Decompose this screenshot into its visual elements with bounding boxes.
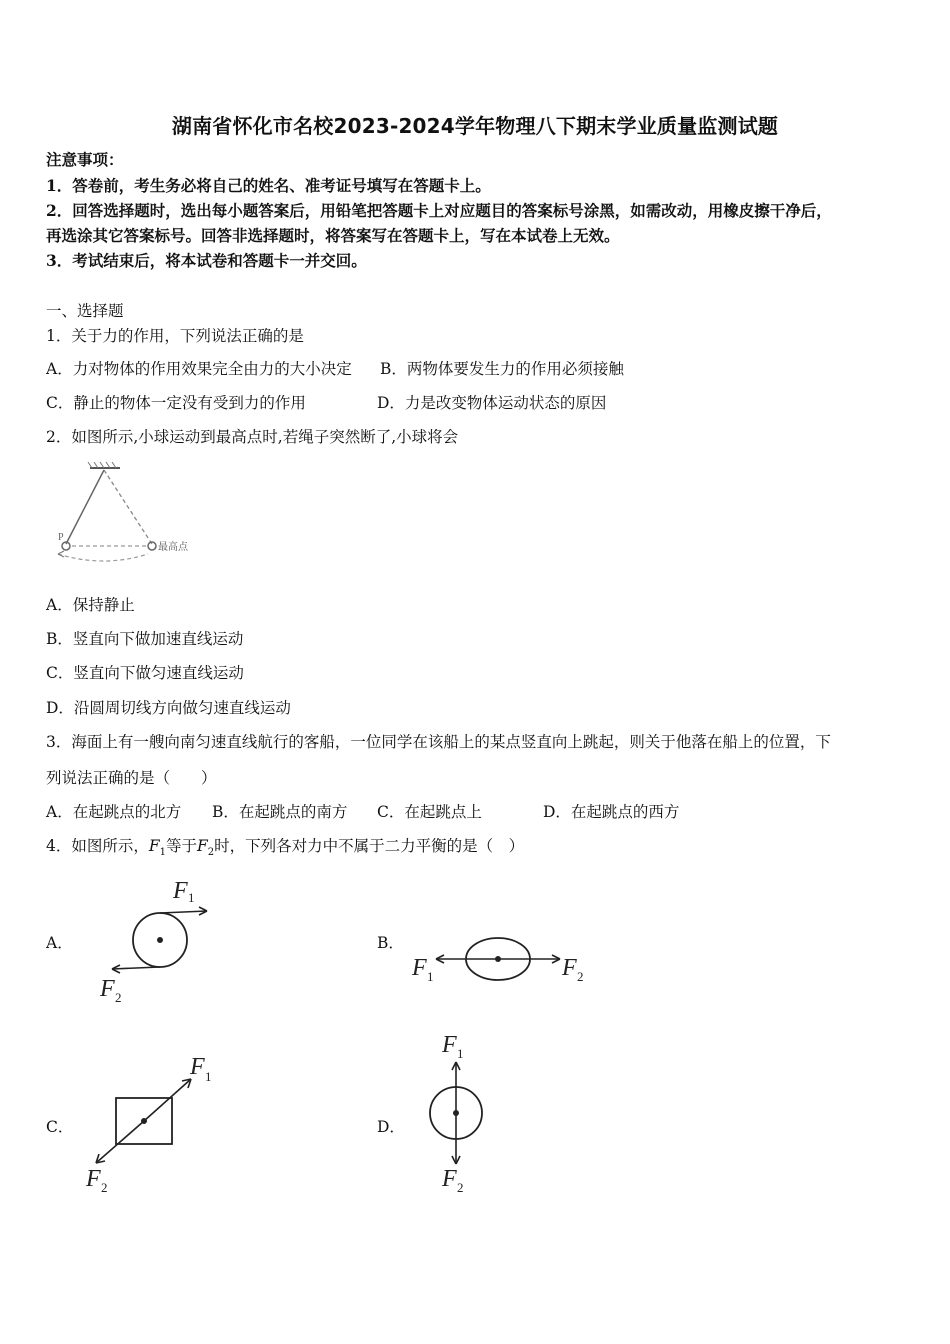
q2-option-a: A．保持静止	[46, 596, 135, 614]
svg-text:1: 1	[188, 890, 195, 905]
q2-option-b: B．竖直向下做加速直线运动	[46, 630, 244, 648]
notice-item-2-cont: 再选涂其它答案标号。回答非选择题时，将答案写在答题卡上，写在本试卷上无效。	[46, 226, 620, 245]
notice-item-2: 2．回答选择题时，选出每小题答案后，用铅笔把答题卡上对应题目的答案标号涂黑，如需改动，用橡皮擦干净后，	[46, 201, 832, 220]
q1-option-b: B．两物体要发生力的作用必须接触	[380, 360, 624, 378]
svg-text:2: 2	[101, 1180, 108, 1195]
q3-option-b: B．在起跳点的南方	[212, 803, 348, 821]
force-figure-b	[410, 925, 590, 995]
pendulum-label-p: P	[58, 532, 64, 543]
q3-option-c: C．在起跳点上	[377, 803, 482, 821]
figure-c-f1-label: F	[190, 1054, 205, 1080]
q1-option-d: D．力是改变物体运动状态的原因	[377, 394, 607, 412]
svg-text:1: 1	[205, 1069, 212, 1084]
notice-heading: 注意事项：	[46, 150, 124, 169]
svg-text:2: 2	[115, 990, 122, 1005]
page-title: 湖南省怀化市名校2023-2024学年物理八下期末学业质量监测试题	[171, 114, 779, 138]
figure-a-f1-label: F	[173, 878, 188, 904]
figure-d-f1-label: F	[442, 1032, 457, 1058]
q3-stem-line1: 3．海面上有一艘向南匀速直线航行的客船，一位同学在该船上的某点竖直向上跳起，则关于他落在船上的位置，下	[46, 733, 831, 751]
pendulum-label-top: 最高点	[158, 542, 188, 553]
q1-option-a: A．力对物体的作用效果完全由力的大小决定	[46, 360, 352, 378]
force-figure-d	[420, 1028, 500, 1198]
q4-option-b-label: B．	[377, 934, 404, 952]
force-figure-a	[95, 870, 225, 1015]
figure-b-f2-label: F	[562, 955, 577, 981]
svg-text:2: 2	[457, 1180, 464, 1195]
svg-text:1: 1	[457, 1046, 464, 1061]
q4-stem: 4．如图所示，$F_1$等于$F_2$时，下列各对力中不属于二力平衡的是（ ）	[46, 837, 525, 859]
q4-option-c-label: C．	[46, 1118, 74, 1136]
q4-option-d-label: D．	[377, 1118, 405, 1136]
q3-stem-line2: 列说法正确的是（ ）	[46, 769, 217, 787]
force-figure-c	[82, 1048, 222, 1198]
figure-a-f2-label: F	[100, 976, 115, 1002]
notice-item-1: 1．答卷前，考生务必将自己的姓名、准考证号填写在答题卡上。	[46, 176, 491, 195]
svg-text:1: 1	[427, 969, 434, 984]
q1-stem: 1．关于力的作用，下列说法正确的是	[46, 327, 304, 345]
q2-stem: 2．如图所示,小球运动到最高点时,若绳子突然断了,小球将会	[46, 428, 459, 446]
q2-option-c: C．竖直向下做匀速直线运动	[46, 664, 244, 682]
pendulum-figure	[44, 458, 214, 578]
figure-b-f1-label: F	[412, 955, 427, 981]
figure-d-f2-label: F	[442, 1166, 457, 1192]
section-heading: 一、选择题	[46, 302, 124, 320]
q3-option-a: A．在起跳点的北方	[46, 803, 182, 821]
notice-item-3: 3．考试结束后，将本试卷和答题卡一并交回。	[46, 251, 367, 270]
q1-option-c: C．静止的物体一定没有受到力的作用	[46, 394, 306, 412]
svg-text:2: 2	[577, 969, 584, 984]
q4-option-a-label: A．	[46, 934, 73, 952]
q2-option-d: D．沿圆周切线方向做匀速直线运动	[46, 699, 291, 717]
figure-c-f2-label: F	[86, 1166, 101, 1192]
q3-option-d: D．在起跳点的西方	[543, 803, 680, 821]
